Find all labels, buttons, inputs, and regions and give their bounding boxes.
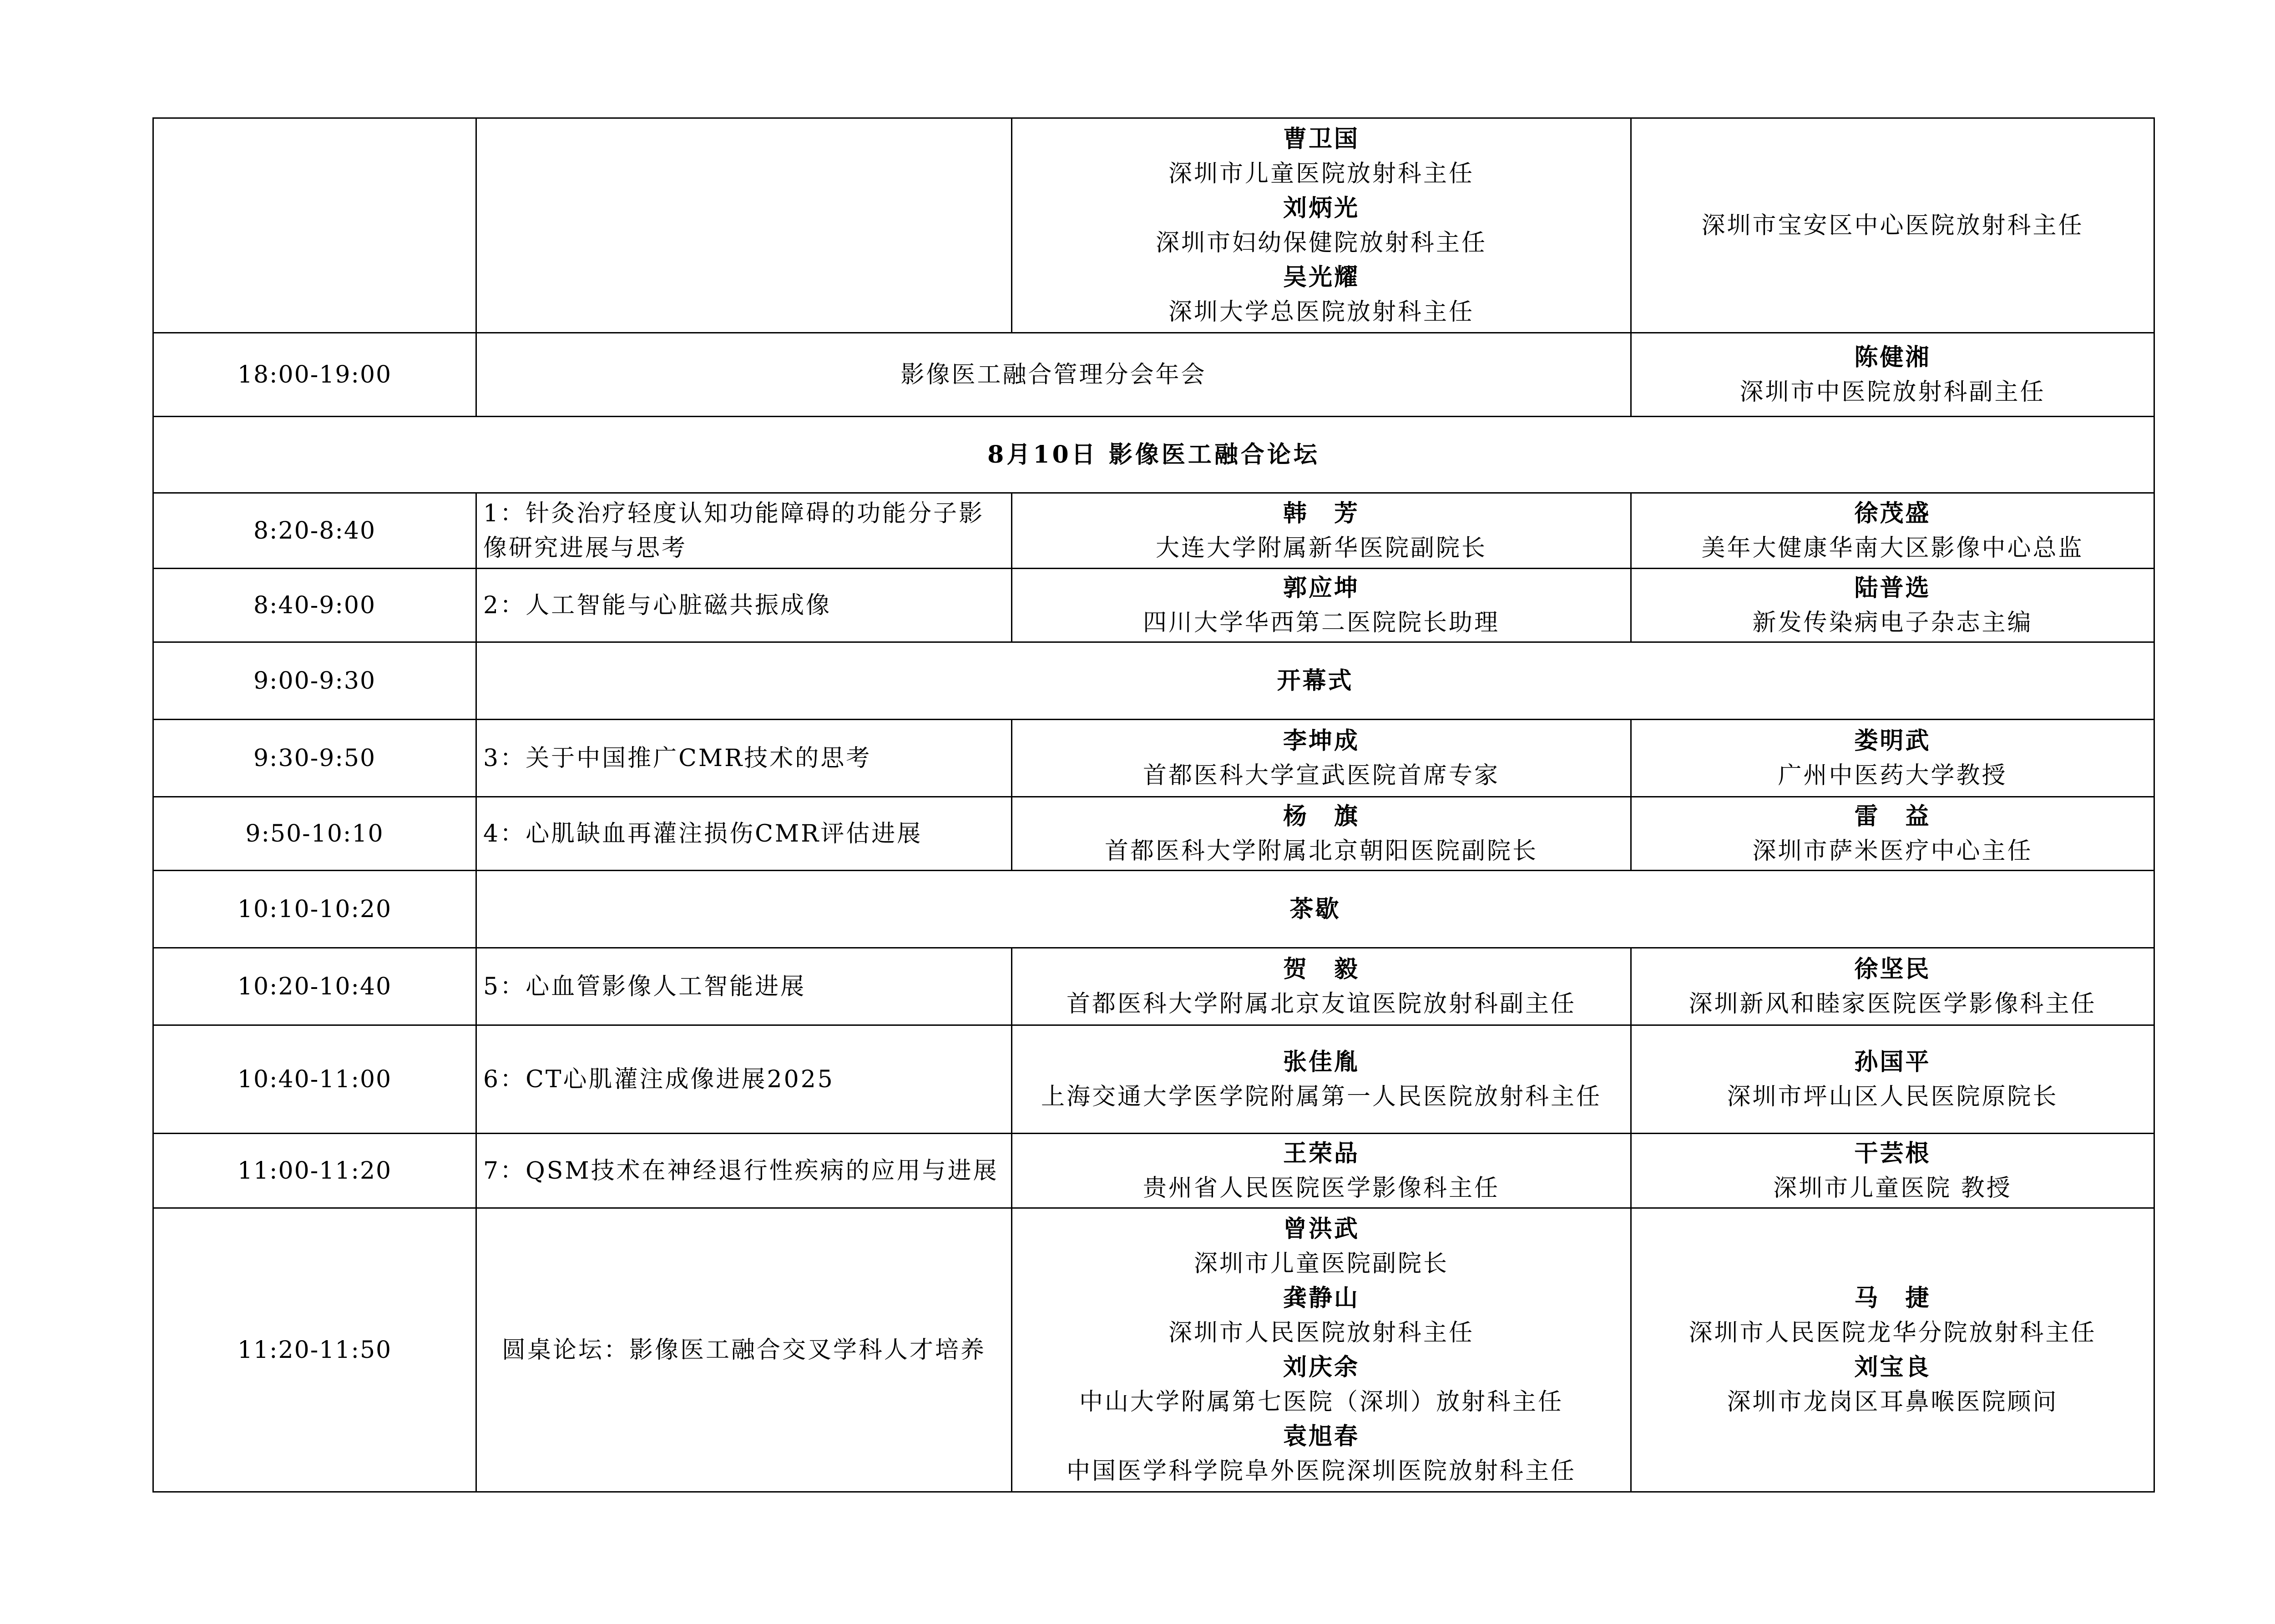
time-cell (153, 118, 476, 333)
topic-cell: 圆桌论坛：影像医工融合交叉学科人才培养 (476, 1208, 1012, 1492)
topic-cell: 2：人工智能与心脏磁共振成像 (476, 569, 1012, 642)
chair-cell (1631, 1025, 2154, 1134)
speaker-affiliation: 深圳市妇幼保健院放射科主任 (1155, 229, 1487, 257)
speaker-affiliation: 首都医科大学附属北京友谊医院放射科副主任 (1066, 990, 1576, 1018)
speaker-affiliation: 上海交通大学医学院附属第一人民医院放射科主任 (1041, 1083, 1602, 1110)
speaker-affiliation: 深圳大学总医院放射科主任 (1168, 298, 1474, 326)
speaker-cell (1012, 118, 1631, 333)
chair-cell (1631, 569, 2154, 642)
speaker-affiliation: 深圳市儿童医院副院长 (1193, 1250, 1449, 1277)
time-cell: 8:40-9:00 (153, 569, 476, 642)
speaker-name: 李坤成 (1283, 726, 1360, 755)
topic-cell: 4：心肌缺血再灌注损伤CMR评估进展 (476, 797, 1012, 871)
table-row (153, 569, 2154, 642)
session-cell: 茶歇 (476, 871, 2154, 948)
time-cell: 11:20-11:50 (153, 1208, 476, 1492)
chair-affiliation: 深圳市人民医院龙华分院放射科主任 (1689, 1319, 2097, 1347)
chair-affiliation: 深圳市儿童医院 教授 (1773, 1174, 2012, 1202)
time-cell: 9:30-9:50 (153, 720, 476, 797)
chair-cell (1631, 333, 2154, 417)
speaker-name: 郭应坤 (1283, 574, 1360, 602)
speaker-affiliation: 首都医科大学宣武医院首席专家 (1143, 762, 1500, 789)
day-header-row (153, 417, 2154, 493)
speaker-name: 张佳胤 (1283, 1048, 1360, 1076)
speaker-cell (1012, 1025, 1631, 1134)
chair-name: 孙国平 (1854, 1048, 1931, 1076)
schedule-table (152, 117, 2155, 1493)
chair-affiliation: 深圳市宝安区中心医院放射科主任 (1701, 212, 2084, 239)
chair-affiliation: 深圳市中医院放射科副主任 (1739, 378, 2046, 406)
speaker-name: 刘庆余 (1283, 1353, 1360, 1381)
speaker-affiliation: 首都医科大学附属北京朝阳医院副院长 (1104, 837, 1538, 865)
speaker-cell (1012, 1134, 1631, 1208)
chair-affiliation: 美年大健康华南大区影像中心总监 (1701, 534, 2084, 562)
chair-name: 干芸根 (1854, 1139, 1931, 1167)
speaker-cell (1012, 493, 1631, 569)
topic-cell (476, 118, 1012, 333)
table-row (153, 1025, 2154, 1134)
chair-name: 刘宝良 (1854, 1353, 1931, 1381)
speaker-affiliation: 中国医学科学院阜外医院深圳医院放射科主任 (1066, 1457, 1576, 1485)
table-row (153, 1208, 2154, 1492)
table-row (153, 720, 2154, 797)
chair-cell (1631, 720, 2154, 797)
speaker-name: 龚静山 (1283, 1284, 1360, 1312)
speaker-name: 袁旭春 (1283, 1422, 1360, 1450)
topic-cell: 1：针灸治疗轻度认知功能障碍的功能分子影像研究进展与思考 (476, 493, 1012, 569)
speaker-affiliation: 深圳市人民医院放射科主任 (1168, 1319, 1474, 1347)
chair-affiliation: 深圳市龙岗区耳鼻喉医院顾问 (1727, 1388, 2058, 1416)
chair-affiliation: 深圳市坪山区人民医院原院长 (1727, 1083, 2058, 1110)
speaker-affiliation: 中山大学附属第七医院（深圳）放射科主任 (1079, 1388, 1563, 1416)
chair-cell (1631, 1208, 2154, 1492)
speaker-affiliation: 大连大学附属新华医院副院长 (1155, 534, 1487, 562)
speaker-cell (1012, 797, 1631, 871)
speaker-cell (1012, 720, 1631, 797)
speaker-name: 刘炳光 (1283, 194, 1360, 222)
session-cell: 影像医工融合管理分会年会 (476, 333, 1631, 417)
chair-cell (1631, 797, 2154, 871)
day-header: 8月10日 影像医工融合论坛 (153, 417, 2154, 493)
chair-name: 雷 益 (1854, 802, 1931, 830)
speaker-name: 曹卫国 (1283, 125, 1360, 153)
speaker-affiliation: 深圳市儿童医院放射科主任 (1168, 160, 1474, 187)
table-row (153, 118, 2154, 333)
speaker-name: 杨 旗 (1283, 802, 1360, 830)
chair-name: 陈健湘 (1854, 343, 1931, 371)
chair-affiliation: 深圳新风和睦家医院医学影像科主任 (1689, 990, 2097, 1018)
chair-name: 陆普选 (1854, 574, 1931, 602)
session-cell: 开幕式 (476, 642, 2154, 720)
speaker-cell (1012, 948, 1631, 1025)
time-cell: 10:10-10:20 (153, 871, 476, 948)
table-row (153, 333, 2154, 417)
topic-cell: 6：CT心肌灌注成像进展2025 (476, 1025, 1012, 1134)
speaker-cell (1012, 1208, 1631, 1492)
table-row (153, 642, 2154, 720)
speaker-name: 韩 芳 (1283, 499, 1360, 527)
chair-name: 徐坚民 (1854, 955, 1931, 983)
speaker-cell (1012, 569, 1631, 642)
table-row (153, 948, 2154, 1025)
table-row (153, 797, 2154, 871)
time-cell: 11:00-11:20 (153, 1134, 476, 1208)
chair-name: 娄明武 (1854, 726, 1931, 755)
time-cell: 9:50-10:10 (153, 797, 476, 871)
time-cell: 18:00-19:00 (153, 333, 476, 417)
speaker-affiliation: 贵州省人民医院医学影像科主任 (1143, 1174, 1500, 1202)
chair-name: 徐茂盛 (1854, 499, 1931, 527)
chair-name: 马 捷 (1854, 1284, 1931, 1312)
chair-cell (1631, 118, 2154, 333)
topic-cell: 7：QSM技术在神经退行性疾病的应用与进展 (476, 1134, 1012, 1208)
speaker-name: 曾洪武 (1283, 1215, 1360, 1243)
speaker-name: 吴光耀 (1283, 263, 1360, 291)
topic-cell: 5：心血管影像人工智能进展 (476, 948, 1012, 1025)
chair-cell (1631, 493, 2154, 569)
chair-cell (1631, 948, 2154, 1025)
time-cell: 10:20-10:40 (153, 948, 476, 1025)
table-row (153, 871, 2154, 948)
table-row (153, 493, 2154, 569)
time-cell: 8:20-8:40 (153, 493, 476, 569)
chair-affiliation: 深圳市萨米医疗中心主任 (1752, 837, 2033, 865)
time-cell: 10:40-11:00 (153, 1025, 476, 1134)
chair-cell (1631, 1134, 2154, 1208)
speaker-name: 王荣品 (1283, 1139, 1360, 1167)
time-cell: 9:00-9:30 (153, 642, 476, 720)
topic-cell: 3：关于中国推广CMR技术的思考 (476, 720, 1012, 797)
speaker-name: 贺 毅 (1283, 955, 1360, 983)
table-row (153, 1134, 2154, 1208)
speaker-affiliation: 四川大学华西第二医院院长助理 (1143, 609, 1500, 636)
chair-affiliation: 广州中医药大学教授 (1778, 762, 2007, 789)
chair-affiliation: 新发传染病电子杂志主编 (1752, 609, 2033, 636)
